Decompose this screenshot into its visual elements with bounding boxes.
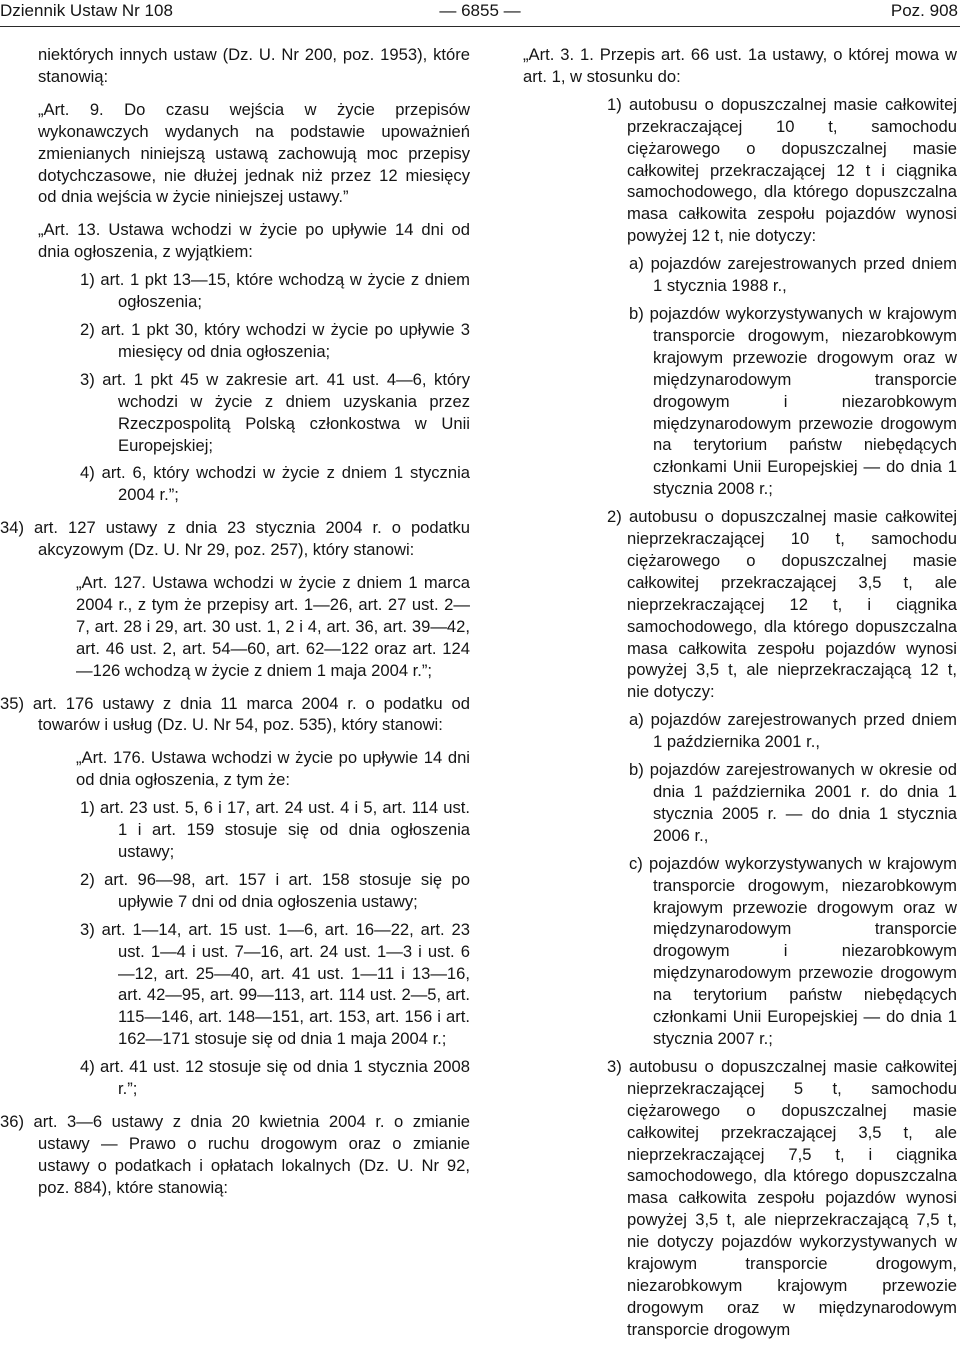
point-36: 36) art. 3—6 ustawy z dnia 20 kwietnia 2004 r. o zmianie ustawy — Prawo o ruchu drogowym oraz o zmianie ustawy o podatkach i opłatach lokalnych (Dz. U. Nr 92, poz. 884), które stanowią: bbox=[0, 1111, 470, 1197]
point-35: 35) art. 176 ustawy z dnia 11 marca 2004 r. o podatku od towarów i usług (Dz. U. Nr 54, poz. 535), który stanowi: bbox=[0, 693, 470, 735]
header-rule bbox=[0, 26, 960, 27]
journal-title: Dziennik Ustaw Nr 108 bbox=[0, 1, 173, 20]
quote-art-127: „Art. 127. Ustawa wchodzi w życie z dniem 1 marca 2004 r., z tym że przepisy art. 1—26, art. 27 ust. 2—7, art. 28 i 29, art. 30 ust. 1, 2 i 4, art. 36, art. 39—42, art. 46 ust. 2, art. 54—60, art. 62—122 oraz art. 124—126 wchodzą w życie z dniem 1 maja 2004 r.”; bbox=[76, 573, 470, 680]
page-number: — 6855 — bbox=[439, 1, 521, 20]
point-34: 34) art. 127 ustawy z dnia 23 stycznia 2004 r. o podatku akcyzowym (Dz. U. Nr 29, poz. 257), który stanowi: bbox=[0, 518, 470, 560]
list-item: 3) art. 1—14, art. 15 ust. 1—6, art. 16—22, art. 23 ust. 1—4 i ust. 7—16, art. 24 ust. 1—3 i ust. 6—12, art. 25—40, art. 41 ust. 1—11 i 13—16, art. 42—95, art. 99—113, art. 114 ust. 2—5, art. 115—146, art. 148—151, art. 153, art. 156 i art. 162—171 stosuje się od dnia 1 maja 2004 r.; bbox=[80, 919, 470, 1049]
quote-art-3: „Art. 3. 1. Przepis art. 66 ust. 1a ustawy, o której mowa w art. 1, w stosunku do: bbox=[523, 45, 957, 86]
paragraph-intro: niektórych innych ustaw (Dz. U. Nr 200, poz. 1953), które stanowią: bbox=[38, 45, 470, 86]
right-column bbox=[503, 44, 957, 1341]
list-item: 4) art. 41 ust. 12 stosuje się od dnia 1 stycznia 2008 r.”; bbox=[80, 1057, 470, 1099]
left-column bbox=[0, 44, 470, 1199]
list-item: 1) art. 23 ust. 5, 6 i 17, art. 24 ust. 4 i 5, art. 114 ust. 1 i art. 159 stosuje się od dnia ogłoszenia ustawy; bbox=[80, 798, 470, 861]
item-3: 3) autobusu o dopuszczalnej masie całkowitej nieprzekraczającej 5 t, samochodu ciężarowego o dopuszczalnej masie całkowitej przekraczającej 3,5 t, ale nieprzekraczającej 7,5 t, i ciągnika samochodowego, dla którego dopuszczalna masa całkowita zespołu pojazdów wynosi powyżej 3,5 t, ale nieprzekraczającą 7,5 t, nie dotyczy pojazdów wykorzystywanych w krajowym transporcie drogowym, niezarobkowym krajowym przewozie drogowym oraz w międzynarodowym transporcie drogowym bbox=[607, 1056, 957, 1339]
position-number: Poz. 908 bbox=[890, 1, 958, 20]
sub-item: c) pojazdów wykorzystywanych w krajowym transporcie drogowym, niezarobkowym krajowym przewozie drogowym oraz w międzynarodowym transporcie drogowym i niezarobkowym międzynarodowym przewozie drogowym na terytorium państw niebędących członkami Unii Europejskiej — do dnia 1 stycznia 2007 r.; bbox=[629, 853, 957, 1048]
quote-art-9: „Art. 9. Do czasu wejścia w życie przepisów wykonawczych wydanych na podstawie upoważnień zmienianych niniejszą ustawą zachowują moc przepisy dotychczasowe, nie dłużej jednak niż przez 12 miesięcy od dnia wejścia w życie niniejszej ustawy.” bbox=[38, 99, 470, 207]
sub-item: a) pojazdów zarejestrowanych przed dniem 1 października 2001 r., bbox=[629, 710, 957, 752]
item-2: 2) autobusu o dopuszczalnej masie całkowitej nieprzekraczającej 10 t, samochodu ciężarowego o dopuszczalnej masie całkowitej przekraczającej 3,5 t, ale nieprzekraczającej 12 t, i ciągnika samochodowego, dla którego dopuszczalna masa całkowita zespołu pojazdów wynosi powyżej 3,5 t, ale nieprzekraczającą 12 t, nie dotyczy: bbox=[607, 507, 957, 702]
list-item: 2) art. 96—98, art. 157 i art. 158 stosuje się po upływie 7 dni od dnia ogłoszenia ustawy; bbox=[80, 869, 470, 911]
item-1: 1) autobusu o dopuszczalnej masie całkowitej przekraczającej 10 t, samochodu ciężarowego o dopuszczalnej masie całkowitej przekraczającej 12 t i ciągnika samochodowego, dla którego dopuszczalna masa całkowita zespołu pojazdów wynosi powyżej 12 t, nie dotyczy: bbox=[607, 94, 957, 246]
list-item: 2) art. 1 pkt 30, który wchodzi w życie po upływie 3 miesięcy od dnia ogłoszenia; bbox=[80, 319, 470, 361]
sub-item: b) pojazdów wykorzystywanych w krajowym transporcie drogowym, niezarobkowym krajowym przewozie drogowym oraz w międzynarodowym transporcie drogowym i niezarobkowym międzynarodowym przewozie drogowym na terytorium państw niebędących członkami Unii Europejskiej — do dnia 1 stycznia 2008 r.; bbox=[629, 303, 957, 499]
sub-item: b) pojazdów zarejestrowanych w okresie od dnia 1 października 2001 r. do dnia 1 stycznia 2005 r. — do dnia 1 stycznia 2006 r., bbox=[629, 760, 957, 845]
list-item: 4) art. 6, który wchodzi w życie z dniem 1 stycznia 2004 r.”; bbox=[80, 463, 470, 505]
list-item: 3) art. 1 pkt 45 w zakresie art. 41 ust. 4—6, który wchodzi w życie z dniem uzyskania przez Rzeczpospolitą Polską członkostwa w Unii Europejskiej; bbox=[80, 369, 470, 455]
quote-art-176: „Art. 176. Ustawa wchodzi w życie po upływie 14 dni od dnia ogłoszenia, z tym że: bbox=[76, 748, 470, 790]
quote-art-13: „Art. 13. Ustawa wchodzi w życie po upływie 14 dni od dnia ogłoszenia, z wyjątkiem: bbox=[38, 220, 470, 262]
page-header bbox=[0, 0, 960, 24]
sub-item: a) pojazdów zarejestrowanych przed dniem 1 stycznia 1988 r., bbox=[629, 254, 957, 296]
list-item: 1) art. 1 pkt 13—15, które wchodzą w życie z dniem ogłoszenia; bbox=[80, 270, 470, 312]
